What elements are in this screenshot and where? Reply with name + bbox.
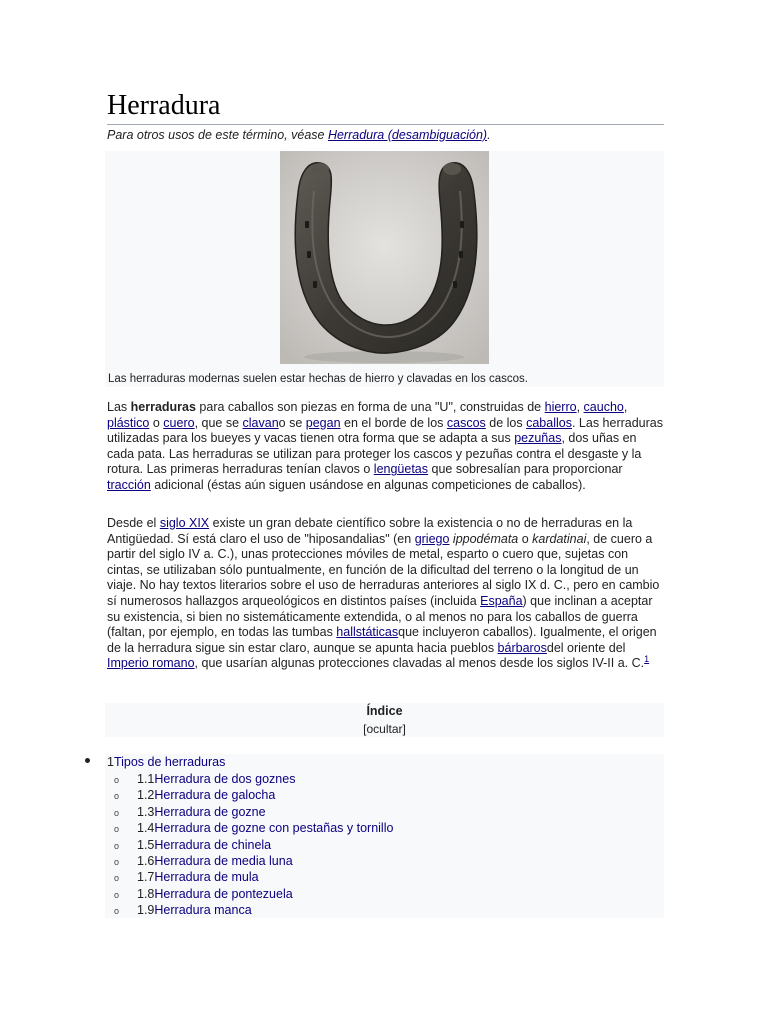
- link-traccion[interactable]: tracción: [107, 477, 151, 492]
- text-span: del oriente del: [546, 640, 626, 655]
- text-span: Desde el: [107, 516, 160, 530]
- intro-paragraph: [107, 400, 667, 494]
- text-span: adicional (éstas aún siguen usándose en algunas competiciones de caballos).: [150, 477, 586, 492]
- text-span: que sobresalían para proporcionar: [428, 462, 623, 477]
- text-span: ) que inclinan a aceptar su existencia, si bien no sistemáticamente extendida, o al menos no para los caballos de guerra (faltan, por ejemplo, en todas las tumbas: [107, 593, 653, 640]
- toc-subitem-link[interactable]: Herradura de pontezuela: [154, 886, 293, 901]
- text-span: ,: [623, 400, 628, 414]
- link-hallstaticas[interactable]: hallstáticas: [336, 625, 399, 640]
- toc-sub-bullet: o: [114, 791, 120, 802]
- text-span: Las: [107, 400, 131, 414]
- toc-subitem-number: 1.1: [137, 772, 155, 786]
- page-title: Herradura: [107, 88, 664, 125]
- toc-link[interactable]: Tipos de herraduras: [113, 755, 226, 769]
- link-barbaros[interactable]: bárbaros: [497, 640, 547, 655]
- toc-header: [105, 703, 664, 737]
- toc-subitem[interactable]: [137, 820, 393, 836]
- hatnote-suffix: .: [487, 128, 491, 142]
- toc-subitem[interactable]: [137, 886, 293, 902]
- toc-hide-toggle[interactable]: [ocultar]: [363, 722, 406, 736]
- link-plastico[interactable]: plástico: [107, 415, 150, 430]
- link-caballos[interactable]: caballos: [526, 415, 572, 430]
- toc-sub-bullet: o: [114, 906, 120, 917]
- horseshoe-image[interactable]: [280, 151, 489, 364]
- horseshoe-figure: [105, 151, 664, 387]
- text-span: o: [149, 415, 164, 430]
- text-span: , de cuero a partir del siglo IV a. C.), unas protecciones móviles de metal, esparto o cuero que, sujetas con cintas, se utilizaban sólo puntualmente, en función de la dificultad del terreno o la longitud de un viaje. No hay textos literarios sobre el uso de herraduras anteriores al siglo IX d. C., pero en cambio sí numerosos hallazgos arqueológicos en distintos países (incluida: [107, 531, 660, 608]
- link-clavan[interactable]: clavan: [242, 415, 279, 430]
- link-hierro[interactable]: hierro: [544, 400, 577, 414]
- italic-term: kardatinai: [532, 531, 587, 546]
- link-cuero[interactable]: cuero: [163, 415, 195, 430]
- toc-subitem-link[interactable]: Herradura de media luna: [154, 854, 293, 868]
- toc-subitem-number: 1.3: [137, 804, 155, 819]
- toc-sub-bullet: o: [114, 824, 120, 835]
- hatnote: [107, 127, 667, 143]
- text-span: , dos uñas en cada pata. Las herraduras se utilizan para proteger los cascos y pezuñas contra el desgaste y la rotura. Las primeras herraduras tenían clavos o: [107, 431, 642, 477]
- text-span: existe un gran debate científico sobre la existencia o no de herraduras en la Antigüedad. Sí está claro el uso de "hiposandalias" (en: [107, 516, 633, 546]
- toc-subitem-link[interactable]: Herradura de chinela: [154, 837, 272, 852]
- toc-subitem-link[interactable]: Herradura de gozne con pestañas y tornillo: [154, 821, 394, 836]
- toc-subitem-number: 1.6: [137, 854, 155, 868]
- toc-subitem[interactable]: [137, 837, 271, 853]
- link-cascos[interactable]: cascos: [446, 415, 486, 430]
- text-span: ,: [576, 400, 584, 414]
- toc-sub-bullet: o: [114, 840, 120, 851]
- toc-subitem[interactable]: [137, 869, 259, 885]
- toc-subitem-number: 1.4: [137, 821, 155, 836]
- italic-term: ippodémata: [452, 531, 519, 546]
- toc-sub-bullet: o: [114, 775, 120, 785]
- toc-sub-bullet: o: [114, 857, 120, 867]
- text-span: o: [518, 531, 533, 546]
- figure-caption: Las herraduras modernas suelen estar hechas de hierro y clavadas en los cascos.: [108, 373, 528, 385]
- toc-subitem-number: 1.7: [137, 870, 155, 885]
- text-span: de los: [485, 415, 527, 430]
- link-espana[interactable]: España: [480, 593, 523, 608]
- toc-subitem-number: 1.2: [137, 788, 155, 803]
- disambiguation-link[interactable]: Herradura (desambiguación): [327, 128, 488, 142]
- toc-subitem-number: 1.5: [137, 837, 155, 852]
- history-paragraph: [107, 516, 667, 672]
- toc-subitem[interactable]: [137, 902, 252, 918]
- toc-subitem[interactable]: [137, 804, 266, 820]
- toc-sub-bullet: o: [114, 889, 120, 900]
- toc-subitem-number: 1.9: [137, 903, 155, 918]
- toc-subitem[interactable]: [137, 853, 293, 869]
- link-lenguetas[interactable]: lengüetas: [373, 462, 429, 477]
- toc-subitem[interactable]: [137, 787, 275, 803]
- toc-subitem-link[interactable]: Herradura manca: [154, 903, 252, 918]
- bold-term: herraduras: [130, 400, 196, 414]
- link-pezunas[interactable]: pezuñas: [514, 431, 562, 446]
- text-span: , que usarían algunas protecciones clavadas al menos desde los siglos IV-II a. C.: [194, 656, 645, 671]
- text-span: , que se: [194, 415, 243, 430]
- toc-sub-bullet: o: [114, 807, 120, 818]
- link-siglo-xix[interactable]: siglo XIX: [159, 516, 210, 530]
- text-span: o se: [278, 415, 306, 430]
- link-imperio-romano[interactable]: Imperio romano: [107, 656, 195, 671]
- toc-title: Índice: [366, 704, 403, 718]
- toc-subitem-link[interactable]: Herradura de mula: [154, 870, 259, 885]
- reference-link[interactable]: 1: [644, 654, 650, 665]
- text-span: en el borde de los: [340, 415, 447, 430]
- toc-subitem-number: 1.8: [137, 886, 155, 901]
- text-span: . Las herraduras utilizadas para los bueyes y vacas tienen otra forma que se adapta a sus: [107, 415, 663, 446]
- toc-subitem-link[interactable]: Herradura de dos goznes: [154, 772, 296, 786]
- link-caucho[interactable]: caucho: [583, 400, 624, 414]
- toc-sub-bullet: o: [114, 873, 120, 884]
- toc-bullet: [85, 758, 90, 763]
- hatnote-prefix: Para otros usos de este término, véase: [107, 128, 328, 142]
- toc-subitem-link[interactable]: Herradura de gozne: [154, 804, 266, 819]
- link-pegan[interactable]: pegan: [305, 415, 341, 430]
- link-griego[interactable]: griego: [414, 531, 450, 546]
- toc-number: 1: [107, 755, 114, 769]
- text-span: para caballos son piezas en forma de una "U", construidas de: [195, 400, 545, 414]
- toc-item[interactable]: [107, 754, 225, 770]
- text-span: que incluyeron caballos). Igualmente, el origen de la herradura sigue sin estar claro, aunque se apunta hacia pueblos: [107, 625, 657, 655]
- toc-subitem-link[interactable]: Herradura de galocha: [154, 788, 276, 803]
- toc-subitem[interactable]: [137, 771, 295, 787]
